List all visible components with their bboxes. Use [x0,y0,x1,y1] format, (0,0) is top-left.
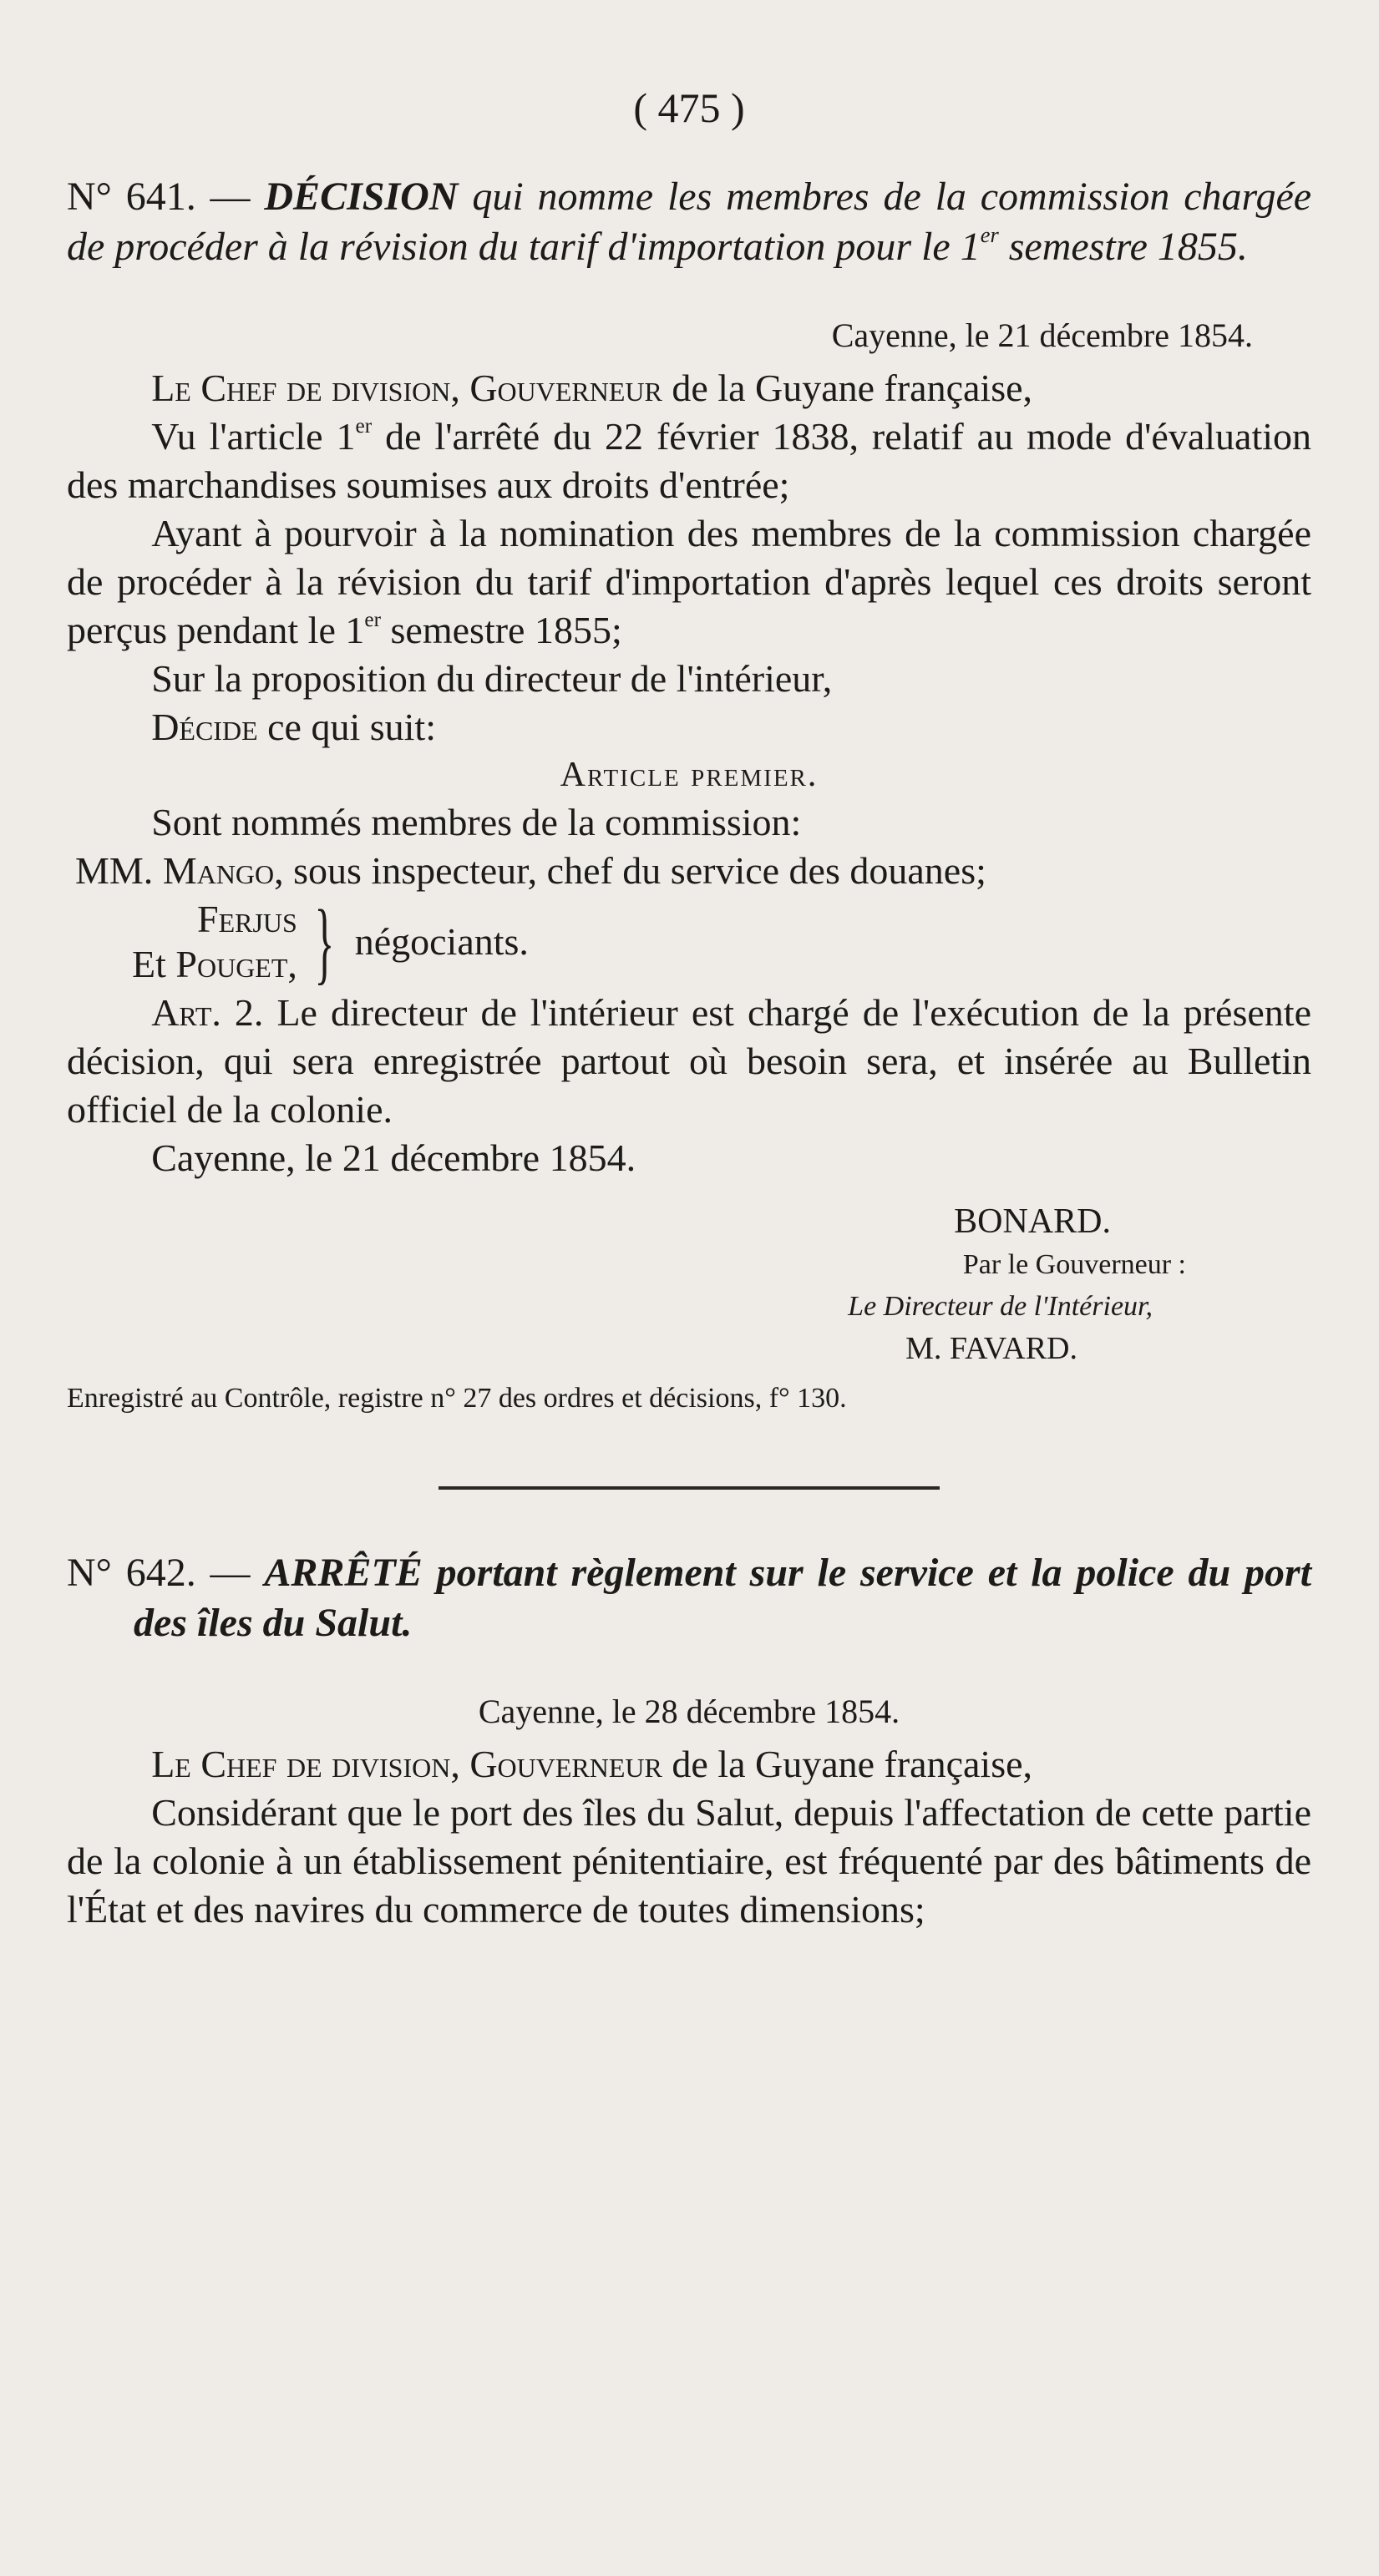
title-dash: — [210,175,251,219]
ayant-text: Ayant à pourvoir à la nomination des membres de la commission chargée de procéder à la révision du tarif d'importation d'après lequel ces droits seront perçus pendant le [67,512,1311,651]
arrete-642-considerant: Considérant que le port des îles du Salut, depuis l'affectation de cette partie de la colonie à un établissement pénitentiaire, est fréquenté par des bâtiments de l'État et des navires du commerce de toutes dimensions; [67,1791,1311,1931]
decision-641-art2 [67,989,1311,1134]
section-divider [439,1486,940,1490]
chief-rest: de la Guyane française, [672,367,1033,409]
et-word: Et [132,943,166,985]
brace-names [132,897,297,987]
vu-rest: de l'arrêté du 22 février 1838, relatif au mode d'évaluation des marchandises soumises aux droits d'entrée; [67,415,1312,506]
vu-num: 1 [336,415,356,458]
member-name-mango: Mango, [162,849,284,892]
article-premier-heading: Article premier. [560,756,819,794]
arrete-642-title-head: ARRÊTÉ [264,1551,423,1595]
negociants-label: négociants. [354,920,529,963]
page-number: ( 475 ) [633,84,745,131]
vu-sup: er [355,413,373,438]
member-name-pouget: Pouget, [175,943,297,985]
vu-text: Vu l'article [151,415,323,458]
arrete-642-number: N° 642. [67,1551,196,1595]
decision-641-closing-date: Cayenne, le 21 décembre 1854. [151,1136,636,1179]
member-mango-role: sous inspecteur, chef du service des douanes; [293,849,986,892]
art2-text: Le directeur de l'intérieur est chargé de l'exécution de la présente décision, qui sera enregistrée partout où besoin sera, et insérée au Bulletin officiel de la colonie. [67,991,1311,1131]
decision-641-vu [67,412,1311,509]
directeur-title: Le Directeur de l'Intérieur, [848,1291,1153,1322]
chief-title: Le Chef de division, Gouverneur [151,367,662,409]
decision-641-title-sup: er [980,221,999,247]
arrete-chief-title: Le Chef de division, Gouverneur [151,1743,662,1785]
directeur-name: M. FAVARD. [905,1331,1077,1366]
decision-641-title-end: semestre 1855. [1008,225,1248,269]
decision-641-title-head: DÉCISION [264,175,459,219]
decision-641-title [67,172,1311,272]
decision-641-sont: Sont nommés membres de la commission: [151,801,802,843]
decision-641-decide [67,703,1311,752]
member-name-ferjus: Ferjus [197,898,297,940]
decision-641-chief [67,364,1311,412]
decision-641-number: N° 641. [67,175,196,219]
decide-word: Décide [151,706,258,748]
arrete-chief-rest: de la Guyane française, [672,1743,1033,1785]
decision-641-dateline: Cayenne, le 21 décembre 1854. [831,316,1253,354]
mm-label: MM. [75,849,154,892]
arrete-642-chief [67,1740,1311,1789]
decide-rest: ce qui suit: [267,706,436,748]
arrete-642-dateline: Cayenne, le 28 décembre 1854. [478,1693,900,1730]
signature-bonard: BONARD. [954,1202,1111,1241]
registry-note: Enregistré au Contrôle, registre n° 27 des ordres et décisions, f° 130. [67,1383,847,1414]
decision-641-sur: Sur la proposition du directeur de l'intérieur, [151,657,833,700]
par-le-gouverneur: Par le Gouverneur : [962,1249,1186,1280]
brace-glyph: } [314,891,335,993]
ayant-num: 1 [345,609,365,651]
member-pouget-line [132,942,297,987]
ayant-end: semestre 1855; [390,609,622,651]
arrete-642-title [67,1548,1311,1648]
decision-641-title-rest: qui nomme les membres de la commission chargée de procéder à la révision du tarif d'importation pour le [67,175,1312,269]
decision-641-ayant [67,509,1311,655]
decision-641-title-ord: 1 [960,225,981,269]
member-mango [67,847,1311,895]
arrete-title-dash: — [210,1551,251,1595]
arrete-642-title-rest: portant règlement sur le service et la police du port des îles du Salut. [134,1551,1312,1645]
members-negociants [67,891,1311,993]
ayant-sup: er [364,607,382,631]
art2-label: Art. 2. [151,991,264,1034]
document-page [67,84,1311,1934]
